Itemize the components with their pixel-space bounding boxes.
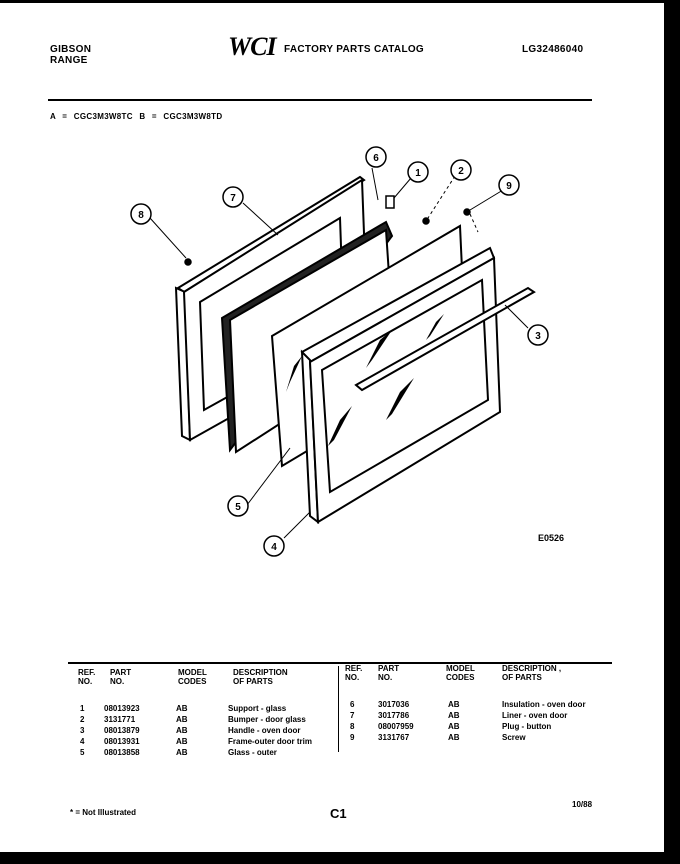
wci-logo: WCI — [228, 32, 276, 61]
header-ref-right: REF. NO. — [345, 664, 363, 682]
glass-support-part — [386, 196, 394, 208]
screw-part — [464, 209, 470, 215]
callout-label: 4 — [271, 542, 277, 553]
header-ref-left: REF. NO. — [78, 668, 96, 686]
header-desc-left: DESCRIPTION OF PARTS — [233, 668, 288, 686]
header-model-left: MODEL CODES — [178, 668, 207, 686]
not-illustrated-note: * = Not Illustrated — [70, 808, 137, 817]
header-desc-right: DESCRIPTION , OF PARTS — [502, 664, 562, 682]
callout-label: 8 — [138, 210, 144, 221]
plug-button-part — [185, 259, 191, 265]
product-type: RANGE — [50, 55, 88, 66]
catalog-title: FACTORY PARTS CATALOG — [284, 44, 425, 55]
callout-label: 7 — [230, 193, 236, 204]
callout-label: 9 — [506, 181, 512, 192]
callout-label: 3 — [535, 331, 541, 342]
brand-name: GIBSON — [50, 44, 92, 55]
header-model-right: MODEL CODES — [446, 664, 475, 682]
callout-label: 1 — [415, 168, 421, 179]
figure-code: E0526 — [538, 533, 565, 543]
header-part-left: PART NO. — [110, 668, 132, 686]
bumper-part — [423, 218, 429, 224]
catalog-number: LG32486040 — [522, 44, 584, 55]
scan-border-bottom — [0, 852, 680, 864]
header-part-right: PART NO. — [378, 664, 400, 682]
model-legend: A = CGC3M3W8TC B = CGC3M3W8TD — [50, 112, 223, 121]
revision-date: 10/88 — [572, 800, 593, 809]
page-number: C1 — [330, 806, 347, 821]
callout-label: 5 — [235, 502, 241, 513]
table-column-divider — [338, 666, 339, 752]
callout-label: 2 — [458, 166, 464, 177]
callout-label: 6 — [373, 153, 379, 164]
